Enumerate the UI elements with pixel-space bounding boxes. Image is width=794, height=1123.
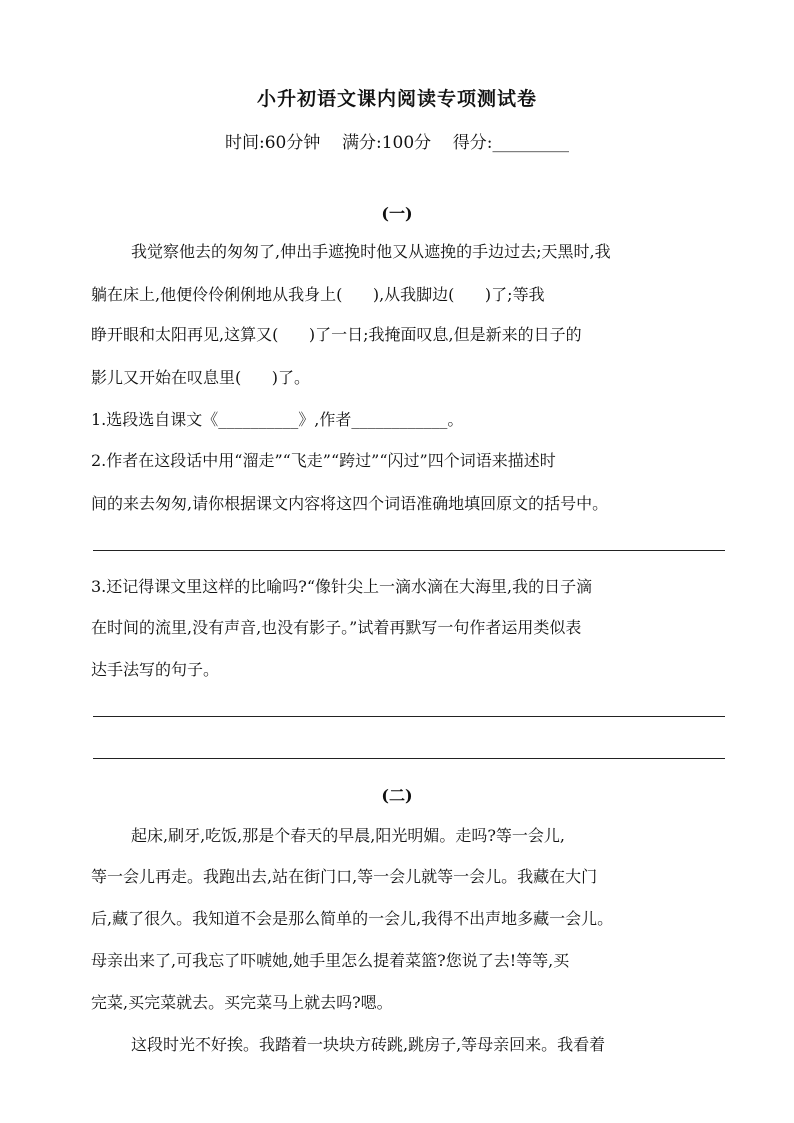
passage-1-line: 我觉察他去的匆匆了,伸出手遮挽时他又从遮挽的手边过去;天黑时,我 (131, 242, 611, 261)
question-2-line: 间的来去匆匆,请你根据课文内容将这四个词语准确地填回原文的括号中。 (91, 494, 609, 513)
page-title: 小升初语文课内阅读专项测试卷 (256, 88, 537, 110)
question-2-line: 2.作者在这段话中用“溜走”“飞走”“跨过”“闪过”四个词语来描述时 (91, 451, 556, 470)
passage-1-line: 睁开眼和太阳再见,这算又( )了一日;我掩面叹息,但是新来的日子的 (91, 325, 582, 344)
question-1: 1.选段选自课文《__________》,作者____________。 (91, 410, 464, 429)
passage-1-line: 影儿又开始在叹息里( )了。 (91, 368, 311, 387)
passage-2-line: 等一会儿再走。我跑出去,站在街门口,等一会儿就等一会儿。我藏在大门 (91, 867, 598, 886)
answer-line (93, 758, 725, 759)
section-1-title: (一) (381, 204, 413, 223)
passage-2-line: 完菜,买完菜就去。买完菜马上就去吗?嗯。 (91, 993, 393, 1012)
question-3-line: 3.还记得课文里这样的比喻吗?“像针尖上一滴水滴在大海里,我的日子滴 (91, 577, 593, 596)
passage-2-line: 起床,刷牙,吃饭,那是个春天的早晨,阳光明媚。走吗?等一会儿, (131, 826, 566, 845)
answer-line (93, 550, 725, 551)
question-3-line: 达手法写的句子。 (91, 660, 220, 679)
passage-1-line: 躺在床上,他便伶伶俐俐地从我身上( ),从我脚边( )了;等我 (91, 285, 545, 304)
exam-info-line: 时间:60分钟 满分:100分 得分:_________ (225, 133, 569, 153)
answer-line (93, 716, 725, 717)
section-2-title: (二) (381, 786, 413, 805)
question-3-line: 在时间的流里,没有声音,也没有影子。”试着再默写一句作者运用类似表 (91, 618, 582, 637)
passage-2-line: 这段时光不好挨。我踏着一块块方砖跳,跳房子,等母亲回来。我看着 (131, 1035, 606, 1054)
passage-2-line: 母亲出来了,可我忘了吓唬她,她手里怎么提着菜篮?您说了去!等等,买 (91, 951, 570, 970)
passage-2-line: 后,藏了很久。我知道不会是那么简单的一会儿,我得不出声地多藏一会儿。 (91, 909, 614, 928)
